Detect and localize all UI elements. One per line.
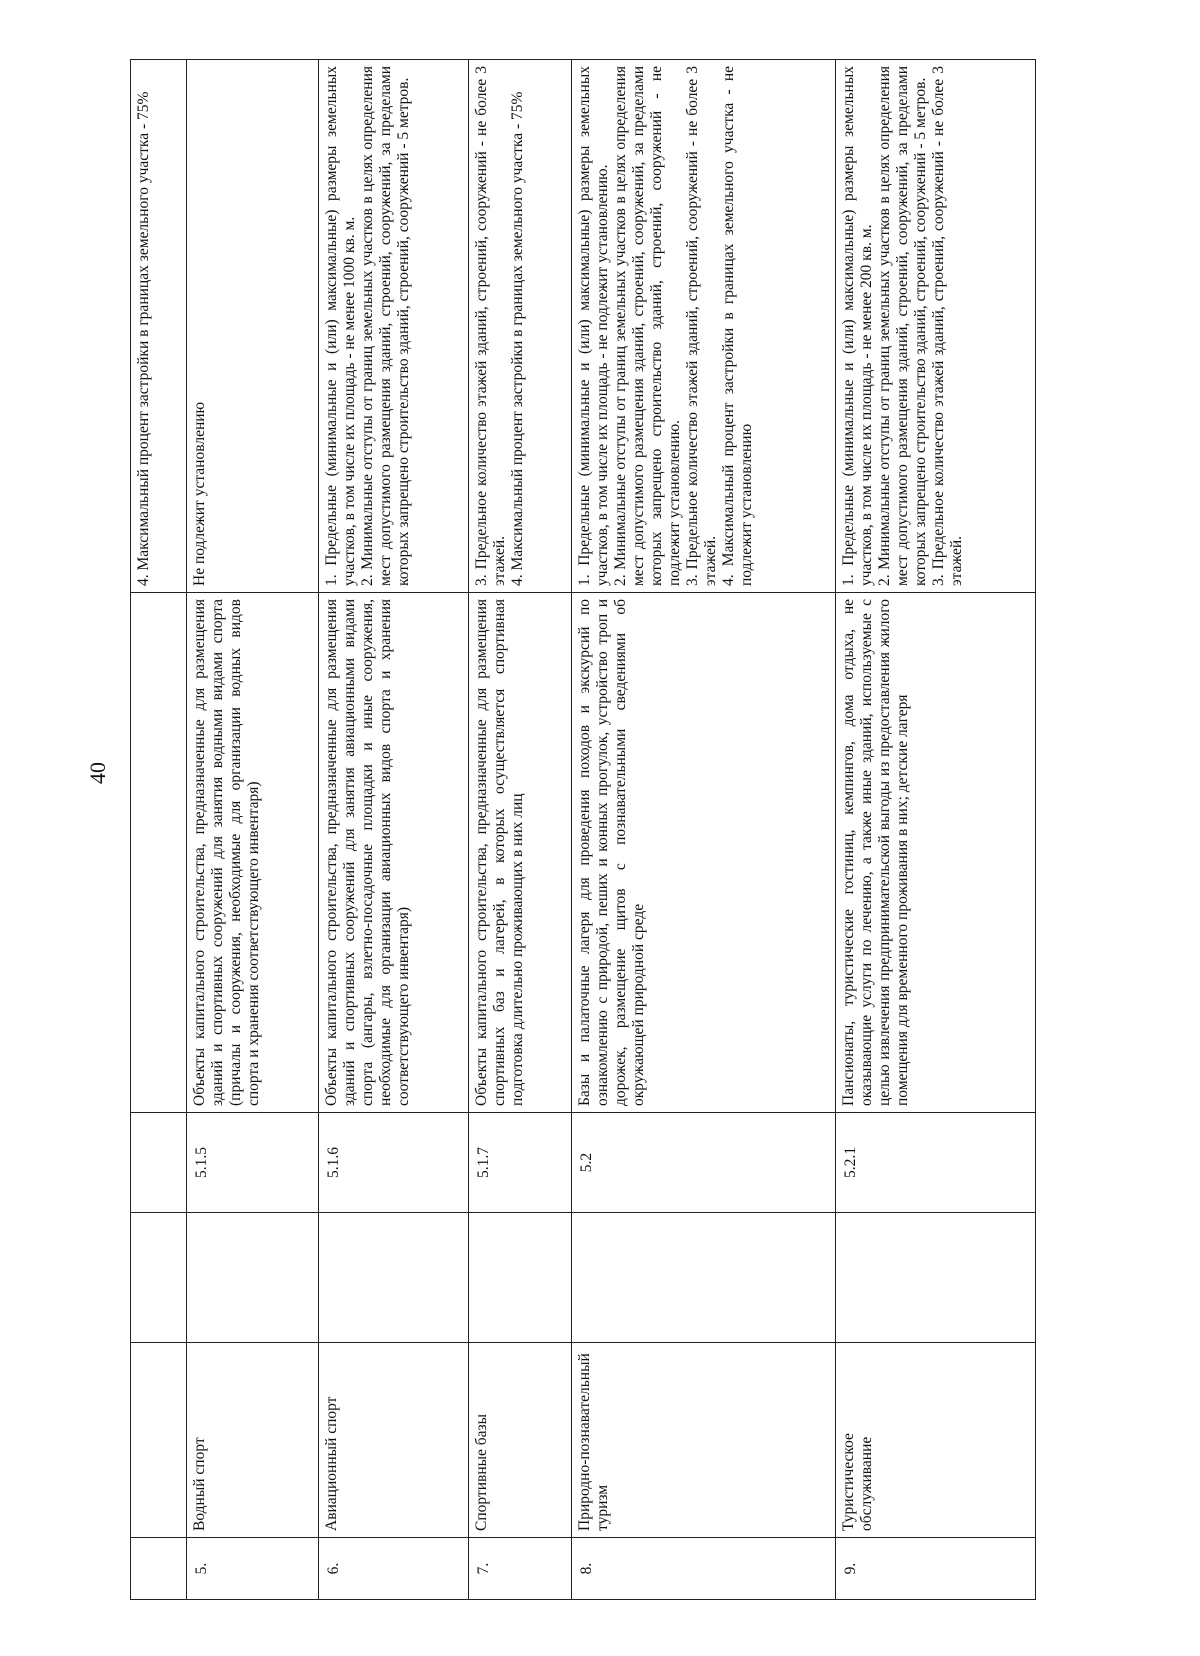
use-code: 5.1.7 [469,1113,572,1213]
requirement-line: 3. Предельное количество этажей зданий, строений, сооружений - не более 3 этажей. [929,66,965,586]
use-description: Объекты капитального строительства, предназначенные для размещения спортивных баз и лагерей, в которых осуществляется спортивная подготовка длительно проживающих в них лиц [469,593,572,1113]
use-description: Пансионаты, туристические гостиниц, кемпингов, дома отдыха, не оказывающие услуги по лечению, а также иные зданий, используемые с целью извлечения предпринимательской выгоды из предоставления жилого помещения для временного проживания в них; детские лагеря [836,593,1036,1113]
requirement-line: 3. Предельное количество этажей зданий, строений, сооружений - не более 3 этажей. [473,66,508,586]
table-row [187,60,319,1600]
requirements-cell [469,60,572,593]
requirement-line: 2. Минимальные отступы от границ земельных участков в целях определения мест допустимого размещения зданий, строений, сооружений, за пределами которых запрещено строительство зданий, строений, сооружений - 5 метров. [358,66,412,586]
table-row [319,60,469,1600]
requirement-line: 4. Максимальный процент застройки в границах земельного участка - не подлежит установлению [719,66,755,586]
use-name: Водный спорт [187,1343,319,1538]
requirement-line: 3. Предельное количество этажей зданий, строений, сооружений - не более 3 этажей. [683,66,719,586]
table-row [572,60,836,1600]
requirement-line: 1. Предельные (минимальные и (или) максимальные) размеры земельных участков, в том числе их площадь - не менее 200 кв. м. [840,66,875,586]
requirements-cell [319,60,469,593]
row-number: 9. [836,1538,1036,1600]
page-number: 40 [85,762,110,784]
requirements-cell [187,60,319,593]
table-row [469,60,572,1600]
use-name: Туристическое обслуживание [836,1343,1036,1538]
table-row [131,60,187,1600]
requirement-line: 4. Максимальный процент застройки в границах земельного участка - 75% [508,91,526,586]
row-number: 7. [469,1538,572,1600]
requirement-line: Не подлежит установлению [191,401,208,586]
use-code: 5.2 [572,1113,836,1213]
use-code: 5.1.5 [187,1113,319,1213]
table-row [836,60,1036,1600]
requirement-line: 2. Минимальные отступы от границ земельных участков в целях определения мест допустимого размещения зданий, строений, сооружений, за пределами которых запрещено строительство зданий, строений, сооружений - не подлежит установлению. [611,66,683,586]
requirements-cell: 4. Максимальный процент застройки в границах земельного участка - 75% [131,60,187,593]
row-number: 8. [572,1538,836,1600]
requirement-line: 2. Минимальные отступы от границ земельных участков в целях определения мест допустимого размещения зданий, строений, сооружений, за пределами которых запрещено строительство зданий, строений, сооружений - 5 метров. [875,66,929,586]
requirement-line: 1. Предельные (минимальные и (или) максимальные) размеры земельных участков, в том числе их площадь - не подлежит установлению. [576,66,611,586]
use-name: Природно-познавательный туризм [572,1343,836,1538]
use-description: Объекты капитального строительства, предназначенные для размещения зданий и спортивных сооружений для занятия авиационными видами спорта (ангары, взлетно-посадочные площадки и иные сооружения, необходимые для организации авиационных видов спорта и хранения соответствующего инвентаря) [319,593,469,1113]
use-description: Объекты капитального строительства, предназначенные для размещения зданий и спортивных сооружений для занятия водными видами спорта (причалы и сооружения, необходимые для организации водных видов спорта и хранения соответствующего инвентаря) [187,593,319,1113]
zoning-table [130,59,1036,1600]
use-name: Спортивные базы [469,1343,572,1538]
rotated-table-container [130,60,1130,1600]
use-description: Базы и палаточные лагеря для проведения походов и экскурсий по ознакомлению с природой, пеших и конных прогулок, устройство троп и дорожек, размещение щитов с познавательными сведениями об окружающей природной среде [572,593,836,1113]
use-code: 5.2.1 [836,1113,1036,1213]
requirements-cell [836,60,1036,593]
requirement-line: 1. Предельные (минимальные и (или) максимальные) размеры земельных участков, в том числе их площадь - не менее 1000 кв. м. [323,66,358,586]
use-code: 5.1.6 [319,1113,469,1213]
use-name: Авиационный спорт [319,1343,469,1538]
requirements-cell [572,60,836,593]
row-number: 5. [187,1538,319,1600]
row-number: 6. [319,1538,469,1600]
